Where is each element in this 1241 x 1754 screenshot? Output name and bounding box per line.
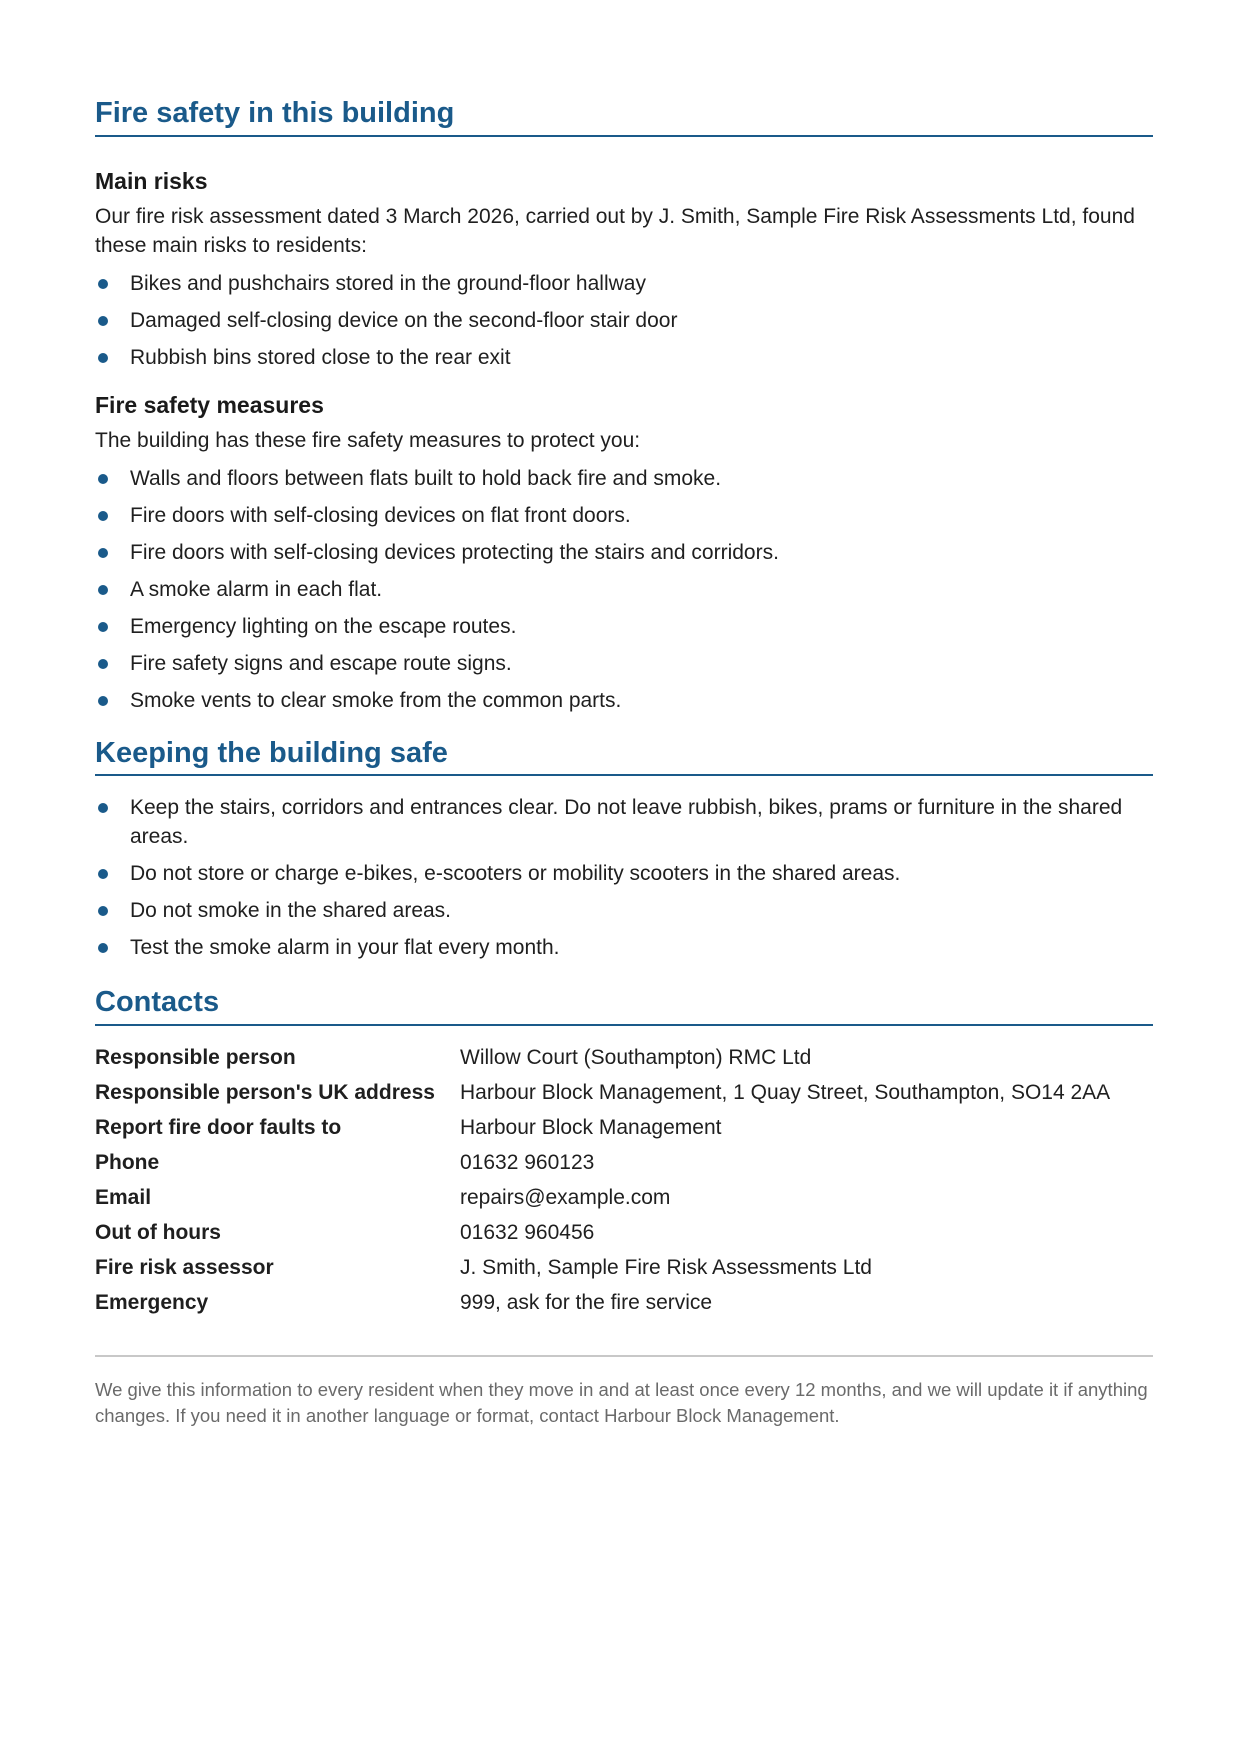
contacts-table xyxy=(95,1043,1153,1323)
subheading-main-risks: Main risks xyxy=(95,167,208,194)
table-row xyxy=(95,1043,1153,1078)
document-page xyxy=(95,96,1153,1429)
contact-value: 999, ask for the fire service xyxy=(460,1291,713,1315)
footer-note: We give this information to every resident when they move in and at least once every 12 months, and we will update it if anything changes. If you need it in another language or format, contact Harbour Block Management. xyxy=(95,1379,1148,1427)
measures-list xyxy=(95,464,1153,715)
contact-label: Emergency xyxy=(95,1291,209,1315)
section-title-keeping-safe: Keeping the building safe xyxy=(95,736,1153,777)
bullet-icon xyxy=(98,869,108,879)
table-row xyxy=(95,1218,1153,1253)
contact-label: Email xyxy=(95,1186,152,1210)
table-row xyxy=(95,1113,1153,1148)
main-risks-intro: Our fire risk assessment dated 3 March 2026, carried out by J. Smith, Sample Fire Risk Assessments Ltd, found these main risks to residents: xyxy=(95,204,1135,257)
list-item: Fire doors with self-closing devices on flat front doors. xyxy=(95,501,1153,530)
bullet-icon xyxy=(98,943,108,953)
contact-value: 01632 960123 xyxy=(460,1151,595,1175)
contact-value: Harbour Block Management, 1 Quay Street, Southampton, SO14 2AA xyxy=(460,1081,1111,1105)
list-item: Smoke vents to clear smoke from the common parts. xyxy=(95,686,1153,715)
contact-value: Harbour Block Management xyxy=(460,1116,722,1140)
contact-label: Out of hours xyxy=(95,1221,221,1245)
list-item: Rubbish bins stored close to the rear exit xyxy=(95,343,1153,372)
bullet-icon xyxy=(98,353,108,363)
contact-label: Responsible person's UK address xyxy=(95,1081,435,1105)
contact-value: repairs@example.com xyxy=(460,1186,671,1210)
list-item: Fire safety signs and escape route signs. xyxy=(95,649,1153,678)
contact-value: J. Smith, Sample Fire Risk Assessments Ltd xyxy=(460,1256,872,1280)
bullet-icon xyxy=(98,696,108,706)
contact-label: Report fire door faults to xyxy=(95,1116,342,1140)
list-item: Bikes and pushchairs stored in the ground-floor hallway xyxy=(95,269,1153,298)
list-item: Do not store or charge e-bikes, e-scooters or mobility scooters in the shared areas. xyxy=(95,859,1153,888)
keeping-safe-list xyxy=(95,793,1153,962)
table-row xyxy=(95,1288,1153,1323)
section-title-fire-safety: Fire safety in this building xyxy=(95,96,1153,137)
list-item: Emergency lighting on the escape routes. xyxy=(95,612,1153,641)
bullet-icon xyxy=(98,906,108,916)
list-item: A smoke alarm in each flat. xyxy=(95,575,1153,604)
contact-label: Phone xyxy=(95,1151,160,1175)
contact-value: Willow Court (Southampton) RMC Ltd xyxy=(460,1046,812,1070)
bullet-icon xyxy=(98,474,108,484)
bullet-icon xyxy=(98,622,108,632)
table-row xyxy=(95,1183,1153,1218)
list-item: Walls and floors between flats built to hold back fire and smoke. xyxy=(95,464,1153,493)
list-item: Do not smoke in the shared areas. xyxy=(95,896,1153,925)
list-item: Damaged self-closing device on the second-floor stair door xyxy=(95,306,1153,335)
section-title-contacts: Contacts xyxy=(95,985,1153,1026)
list-item: Fire doors with self-closing devices protecting the stairs and corridors. xyxy=(95,538,1153,567)
table-row xyxy=(95,1148,1153,1183)
measures-intro: The building has these fire safety measures to protect you: xyxy=(95,428,641,452)
list-item: Test the smoke alarm in your flat every month. xyxy=(95,933,1153,962)
bullet-icon xyxy=(98,659,108,669)
subheading-fire-safety-measures: Fire safety measures xyxy=(95,391,324,418)
table-row xyxy=(95,1078,1153,1113)
bullet-icon xyxy=(98,316,108,326)
bullet-icon xyxy=(98,511,108,521)
list-item: Keep the stairs, corridors and entrances clear. Do not leave rubbish, bikes, prams or furniture in the shared areas. xyxy=(95,793,1153,851)
main-risks-list xyxy=(95,269,1153,372)
table-row xyxy=(95,1253,1153,1288)
bullet-icon xyxy=(98,548,108,558)
bullet-icon xyxy=(98,585,108,595)
bullet-icon xyxy=(98,803,108,813)
bullet-icon xyxy=(98,279,108,289)
contact-label: Fire risk assessor xyxy=(95,1256,274,1280)
contact-label: Responsible person xyxy=(95,1046,296,1070)
contact-value: 01632 960456 xyxy=(460,1221,595,1245)
